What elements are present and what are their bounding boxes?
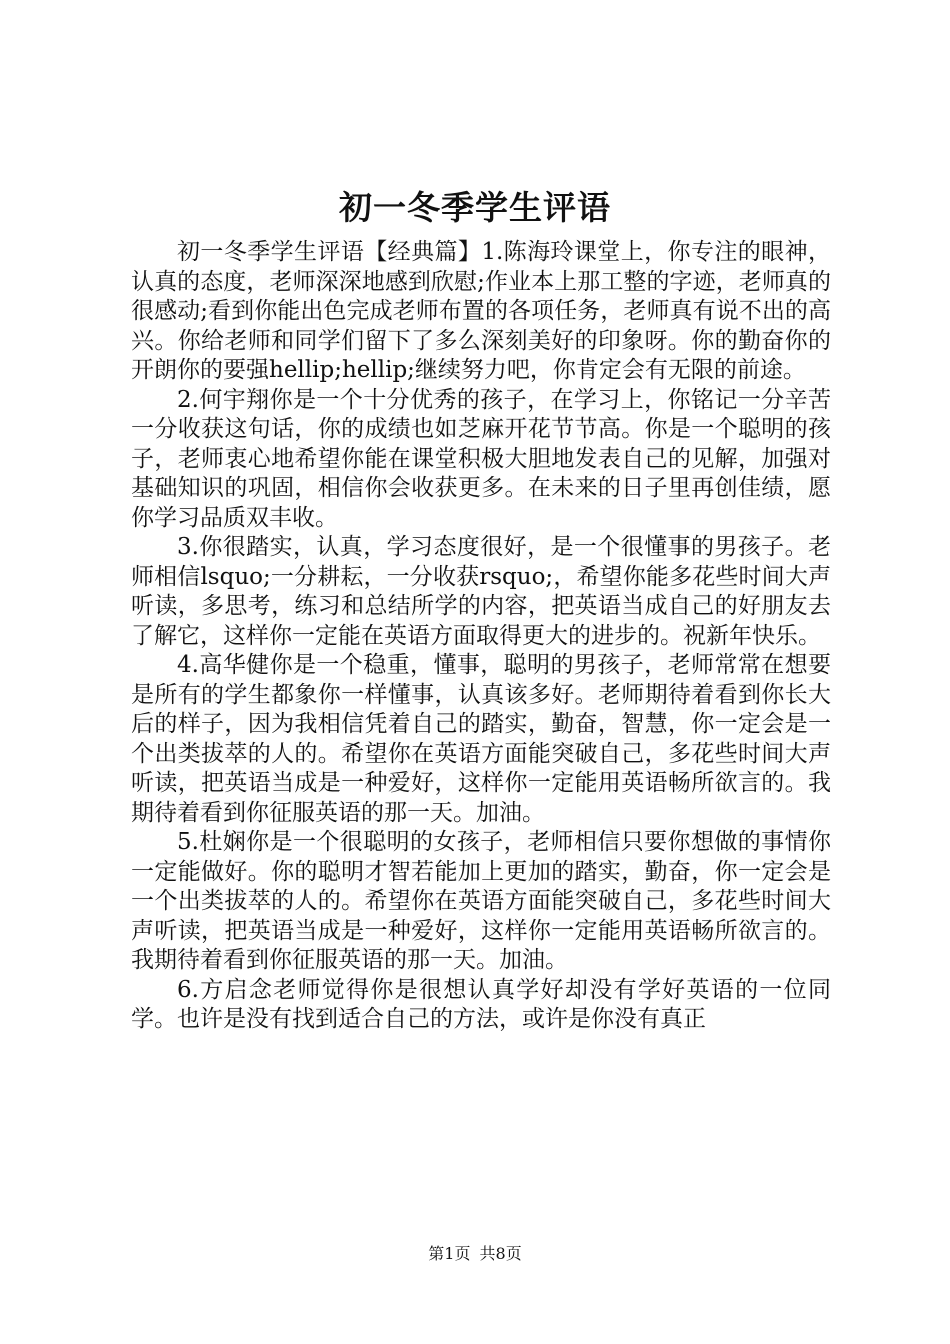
document-title: 初一冬季学生评语 xyxy=(339,188,611,227)
paragraph-5: 5.杜娴你是一个很聪明的女孩子，老师相信只要你想做的事情你一定能做好。你的聪明才智若能加上更加的踏实，勤奋，你一定会是一个出类拔萃的人的。希望你在英语方面能突破自己，多花些时间大声听读，把英语当成是一种爱好，这样你一定能用英语畅所欲言的。我期待着看到你征服英语的那一天。加油。 xyxy=(131,829,831,973)
paragraph-4: 4.高华健你是一个稳重，懂事，聪明的男孩子，老师常常在想要是所有的学生都象你一样懂事，认真该多好。老师期待着看到你长大后的样子，因为我相信凭着自己的踏实，勤奋，智慧，你一定会是一个出类拔萃的人的。希望你在英语方面能突破自己，多花些时间大声听读，把英语当成是一种爱好，这样你一定能用英语畅所欲言的。我期待着看到你征服英语的那一天。加油。 xyxy=(131,652,831,826)
paragraph-3: 3.你很踏实，认真，学习态度很好，是一个很懂事的男孩子。老师相信lsquo;一分耕耘，一分收获rsquo;，希望你能多花些时间大声听读，多思考，练习和总结所学的内容，把英语当成自己的好朋友去了解它，这样你一定能在英语方面取得更大的进步的。祝新年快乐。 xyxy=(131,534,831,649)
page-total: 共8页 xyxy=(479,1244,522,1263)
document-body xyxy=(131,238,831,1035)
paragraph-2: 2.何宇翔你是一个十分优秀的孩子，在学习上，你铭记一分辛苦一分收获这句话，你的成绩也如芝麻开花节节高。你是一个聪明的孩子，老师衷心地希望你能在课堂积极大胆地发表自己的见解，加强对基础知识的巩固，相信你会收获更多。在未来的日子里再创佳绩，愿你学习品质双丰收。 xyxy=(131,386,831,531)
paragraph-1: 初一冬季学生评语【经典篇】1.陈海玲课堂上，你专注的眼神，认真的态度，老师深深地感到欣慰;作业本上那工整的字迹，老师真的很感动;看到你能出色完成老师布置的各项任务，老师真有说不出的高兴。你给老师和同学们留下了多么深刻美好的印象呀。你的勤奋你的开朗你的要强hellip;hellip;继续努力吧，你肯定会有无限的前途。 xyxy=(131,239,831,383)
page-number: 第1页 xyxy=(428,1244,471,1263)
paragraph-6: 6.方启念老师觉得你是很想认真学好却没有学好英语的一位同学。也许是没有找到适合自己的方法，或许是你没有真正 xyxy=(131,976,831,1032)
page-footer xyxy=(0,1244,950,1264)
